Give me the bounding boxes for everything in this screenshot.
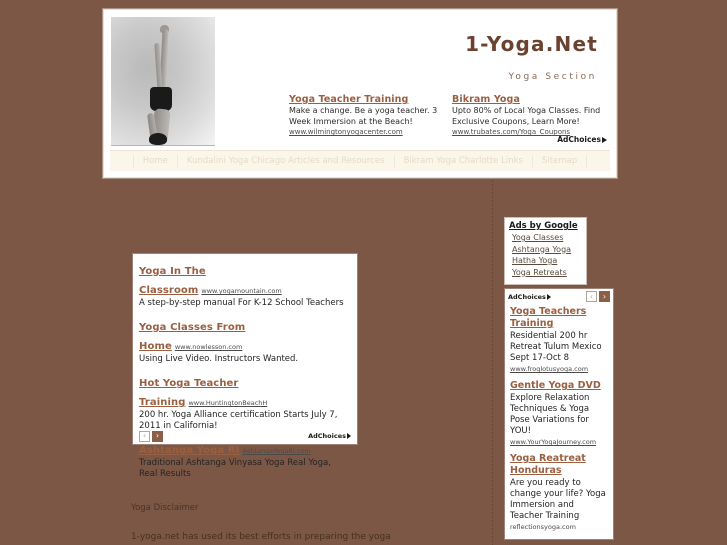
left-ad-block: [132, 253, 358, 479]
left-ad-description: 200 hr. Yoga Alliance certification Starts July 7, 2011 in California!: [139, 410, 338, 431]
disclaimer-body: 1-yoga.net has used its best efforts in preparing the yoga: [131, 532, 391, 542]
left-ad-url[interactable]: www.yogamountain.com: [201, 287, 282, 295]
left-ad-title[interactable]: Hot Yoga Teacher Training: [139, 378, 239, 408]
left-ad-url[interactable]: AshtangaYogaRI.com: [242, 447, 311, 455]
main-navigation: [110, 150, 610, 171]
header-ad-block: [289, 94, 607, 144]
left-ad-url[interactable]: www.nowlesson.com: [174, 343, 243, 351]
sidebar-ad-item: [510, 380, 608, 446]
photo-shape-head: [149, 133, 167, 145]
nav-item-kundalini-yoga-chicago[interactable]: Kundalini Yoga Chicago Articles and Resources: [178, 155, 395, 168]
previous-arrow-icon[interactable]: ‹: [586, 291, 597, 302]
sidebar-ad-title[interactable]: Yoga Teachers Training: [510, 306, 587, 329]
left-ad-item: [139, 371, 351, 432]
site-subtitle: Yoga Section: [508, 72, 597, 82]
header-ad-title[interactable]: Yoga Teacher Training: [289, 94, 409, 105]
header-ad-url[interactable]: www.wilmingtonyogacenter.com: [289, 128, 403, 136]
sidebar-ad-description: Are you ready to change your life? Yoga Immersion and Teacher Training: [510, 478, 606, 521]
header-ad-url[interactable]: www.trubates.com/Yoga_Coupons: [452, 128, 571, 136]
left-ad-footer: [133, 428, 357, 444]
left-ad-title[interactable]: Yoga In The Classroom: [139, 266, 206, 296]
left-ad-pager: [139, 431, 163, 442]
left-ad-item: [139, 259, 351, 309]
photo-shape-floor: [111, 145, 215, 146]
sidebar-ad-block: [504, 288, 614, 540]
photo-shape-shorts: [150, 87, 172, 111]
header-ad-description: Make a change. Be a yoga teacher. 3 Week Immersion at the Beach!: [289, 106, 438, 126]
nav-item-home[interactable]: Home: [133, 155, 178, 168]
header-ad-item: [452, 94, 607, 136]
sidebar-ad-header: [505, 289, 613, 304]
sidebar-ad-item: [510, 306, 608, 373]
google-ad-link-hatha-yoga[interactable]: Hatha Yoga: [512, 256, 558, 265]
sidebar-ad-title[interactable]: Gentle Yoga DVD: [510, 380, 601, 391]
header-inner: [104, 10, 616, 177]
left-ad-title[interactable]: Yoga Classes From Home: [139, 322, 246, 352]
sidebar-ad-list: [505, 304, 613, 531]
sidebar-ad-item: [510, 453, 608, 531]
sidebar-ad-url[interactable]: reflectionsyoga.com: [510, 523, 576, 531]
previous-arrow-icon[interactable]: ‹: [139, 431, 150, 442]
sidebar-divider: [492, 180, 493, 545]
nav-item-bikram-yoga-charlotte[interactable]: Bikram Yoga Charlotte Links: [395, 155, 533, 168]
sidebar-ad-description: Explore Relaxation Techniques & Yoga Pose Variations for YOU!: [510, 393, 590, 436]
adchoices-button[interactable]: [557, 135, 607, 144]
left-ad-title[interactable]: Ashtanga Yoga RI: [139, 445, 240, 456]
adchoices-triangle-icon: [602, 137, 607, 143]
nav-item-sitemap[interactable]: Sitemap: [533, 155, 587, 168]
left-ad-description: Using Live Video. Instructors Wanted.: [139, 354, 299, 364]
disclaimer-title: Yoga Disclaimer: [131, 503, 199, 513]
sidebar-ad-url[interactable]: www.froglotusyoga.com: [510, 365, 589, 373]
left-ad-item: [139, 315, 351, 365]
adchoices-label: AdChoices: [308, 432, 346, 440]
ads-by-google-box: [504, 217, 587, 285]
left-ad-url[interactable]: www.HuntingtonBeachH: [188, 399, 268, 407]
left-ad-list: [133, 254, 357, 480]
left-ad-item: [139, 438, 351, 480]
adchoices-button[interactable]: [308, 432, 351, 440]
yoga-headstand-photo: [111, 17, 215, 146]
adchoices-triangle-icon: [347, 433, 351, 439]
sidebar-ad-description: Residential 200 hr Retreat Tulum Mexico Sept 17-Oct 8: [510, 331, 602, 363]
adchoices-label: AdChoices: [557, 135, 601, 144]
header-ad-description: Upto 80% of Local Yoga Classes. Find Exclusive Coupons, Learn More!: [452, 106, 601, 126]
header-ad-item: [289, 94, 444, 136]
sidebar-ad-url[interactable]: www.YourYogaJourney.com: [510, 438, 597, 446]
google-ad-link-yoga-retreats[interactable]: Yoga Retreats: [512, 267, 567, 277]
left-ad-description: A step-by-step manual For K-12 School Teachers: [139, 298, 344, 308]
next-arrow-icon[interactable]: ›: [599, 291, 610, 302]
site-title: 1-Yoga.Net: [465, 32, 598, 56]
adchoices-triangle-icon: [547, 294, 551, 300]
next-arrow-icon[interactable]: ›: [152, 431, 163, 442]
site-header: [103, 9, 617, 178]
adchoices-button[interactable]: [508, 293, 551, 301]
google-ad-link-ashtanga-yoga[interactable]: Ashtanga Yoga: [512, 244, 572, 254]
adchoices-label: AdChoices: [508, 292, 546, 301]
left-ad-description: Traditional Ashtanga Vinyasa Yoga Real Yoga, Real Results: [139, 458, 331, 479]
sidebar-ad-pager: [586, 291, 610, 302]
google-ad-link-yoga-classes[interactable]: Yoga Classes: [512, 233, 564, 242]
sidebar-ad-title[interactable]: Yoga Reatreat Honduras: [510, 453, 586, 476]
ads-by-google-title: Ads by Google: [509, 221, 578, 231]
header-ad-title[interactable]: Bikram Yoga: [452, 94, 520, 105]
